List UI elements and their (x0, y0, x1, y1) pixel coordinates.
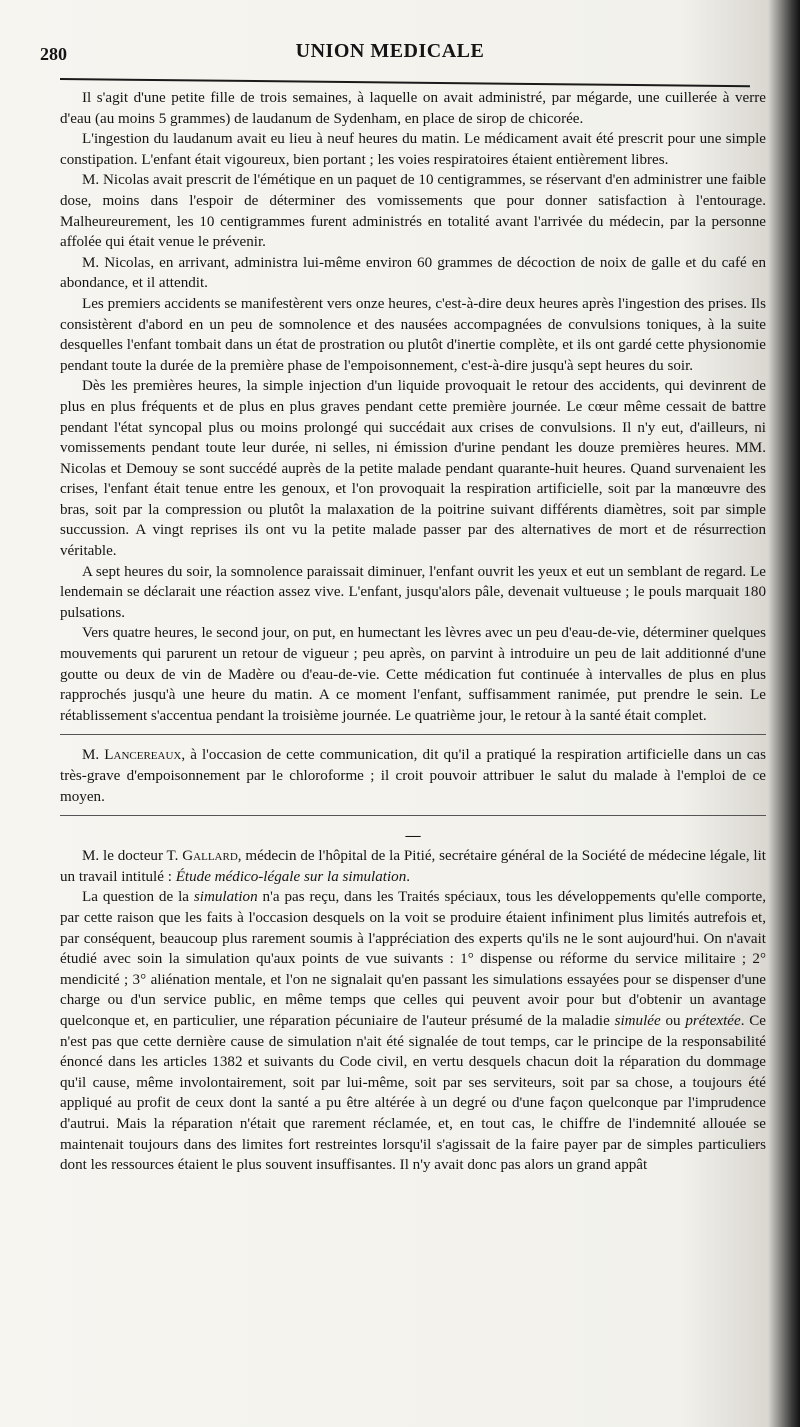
text-run: n'a pas reçu, dans les Traités spéciaux, tous les développements qu'elle comporte, par cette raison que les faits à l'occasion desquels on la voit se produire étaient infiniment plus limités autrefois et, par conséquent, beaucoup plus rarement soumis à l'appréciation des experts qu'ils ne le sont aujourd'hui. On n'avait étudié avec soin la simulation qu'aux points de vue suivants : 1° dispense ou réforme du service militaire ; 2° mendicité ; 3° aliénation mentale, et l'on ne signalait qu'en passant les simulations essayées pour se dispenser d'une charge ou d'un service public, en même temps que celles qui peuvent avoir pour but d'obtenir un avantage quelconque et, en particulier, une réparation pécuniaire de l'auteur présumé de la maladie (60, 889, 766, 1029)
paragraph: Dès les premières heures, la simple injection d'un liquide provoquait le retour des accidents, qui devinrent de plus en plus fréquents et de plus en plus graves pendant cette première journée. Le cœur même cessait de battre pendant l'état syncopal plus ou moins prolongé qui succédait aux crises de convulsions. Il n'y eut, d'ailleurs, ni vomissements pendant toute leur durée, ni selles, ni émission d'urine pendant les douze premières heures. MM. Nicolas et Demouy se sont succédé auprès de la petite malade pendant quarante-huit heures. Quand survenaient les crises, l'enfant était tenue entre les genoux, et l'on provoquait la respiration artificielle, soit par la manœuvre des bras, soit par la compression ou plutôt la malaxation de la poitrine suivant différents diamètres, soit par simple succussion. A vingt reprises ils ont vu la petite malade passer par des alternatives de mort et de résurrection véritable. (60, 378, 766, 560)
text-run: . Ce n'est pas que cette dernière cause de simulation n'ait été signalée de tout temps, car le principe de la responsabilité énoncé dans les articles 1382 et suivants du Code civil, en vertu desquels chacun doit la réparation du dommage qu'il cause, même involontairement, soit par lui-même, soit par ses serviteurs, soit par sa chose, a toujours été appliqué au profit de ceux dont la santé a pu être altérée à un degré ou d'une façon quelconque par l'imprudence d'autrui. Mais la réparation n'était que rarement réclamée, et, en tout cas, le chiffre de l'indemnité allouée se maintenait toujours dans des limites fort restreintes lorsqu'il s'agissait de la faire payer par de simples particuliers dont les ressources étaient le plus souvent insuffisantes. Il n'y avait donc pas alors un grand appât (60, 1012, 767, 1174)
paragraph-text: , médecin de l'hôpital de la Pitié, secrétaire général de la Société de médecine légale, lit un travail intitulé : (60, 848, 766, 885)
speaker-prefix: M. le docteur T. (82, 848, 183, 865)
header-rule (60, 78, 750, 87)
speaker-name: Lancereaux (104, 747, 182, 764)
paragraph: Il s'agit d'une petite fille de trois semaines, à laquelle on avait administré, par mégarde, une cuillerée à verre d'eau (au moins 5 grammes) de laudanum de Sydenham, en place de sirop de chicorée. (60, 90, 766, 127)
italic-term: prétextée (685, 1012, 741, 1029)
paragraph: A sept heures du soir, la somnolence paraissait diminuer, l'enfant ouvrit les yeux et eut un semblant de regard. Le lendemain se déclarait une réaction assez vive. L'enfant, jusqu'alors pâle, devenait vultueuse ; le pouls marquait 180 pulsations. (60, 563, 766, 621)
text-run: ou (660, 1012, 686, 1029)
work-title: Étude médico-légale sur la simulation (175, 868, 407, 885)
dash-separator: — (405, 828, 421, 845)
paragraph: M. Nicolas, en arrivant, administra lui-même environ 60 grammes de décoction de noix de galle et du café en abondance, et il attendit. (60, 254, 766, 292)
speaker-prefix: M. (82, 747, 105, 764)
page-number: 280 (40, 44, 67, 64)
paragraph-end: . (406, 868, 411, 885)
speaker-name: Gallard (182, 848, 238, 865)
paragraph: L'ingestion du laudanum avait eu lieu à neuf heures du matin. Le médicament avait été prescrit pour une simple constipation. L'enfant était vigoureux, bien portant ; les voies respiratoires étaient entièrement libres. (60, 131, 766, 168)
italic-term: simulation (193, 889, 258, 906)
page-header (40, 36, 740, 76)
text-run: La question de la (82, 889, 194, 906)
article-body (60, 88, 766, 1176)
italic-term: simulée (614, 1012, 661, 1029)
gallard-paragraph (60, 846, 766, 887)
running-title: UNION MEDICALE (295, 40, 485, 62)
simulation-paragraph (60, 887, 766, 1175)
paragraph-text: , à l'occasion de cette communication, dit qu'il a pratiqué la respiration artificielle dans un cas très-grave d'empoisonnement par le chloroforme ; il croit pouvoir attribuer le salut du malade à l'emploi de ce moyen. (60, 747, 766, 805)
paragraph: Les premiers accidents se manifestèrent vers onze heures, c'est-à-dire deux heures après l'ingestion des prises. Ils consistèrent d'abord en un peu de somnolence et des nausées accompagnées de convulsions toniques, à la suite desquelles l'enfant tombait dans un état de prostration ou plutôt d'inertie complète, et ils ont gardé cette physionomie pendant toute la durée de la première phase de l'empoisonnement, c'est-à-dire jusqu'à sept heures du soir. (60, 295, 766, 374)
section-rule (60, 815, 766, 816)
section-rule (60, 734, 766, 735)
lancereaux-paragraph (60, 745, 766, 807)
paragraph: Vers quatre heures, le second jour, on put, en humectant les lèvres avec un peu d'eau-de-vie, déterminer quelques mouvements qui parurent un retour de vigueur ; peu après, on parvint à introduire un peu de lait additionné d'une goutte ou deux de vin de Madère ou d'eau-de-vie. Cette médication fut continuée à intervalles de plus en plus rapprochés jusqu'à une heure du matin. A ce moment l'enfant, suffisamment ranimée, put prendre le sein. Le rétablissement s'accentua pendant la troisième journée. Le quatrième jour, le retour à la santé était complet. (60, 625, 766, 724)
paragraph: M. Nicolas avait prescrit de l'émétique en un paquet de 10 centigrammes, se réservant d'en administrer une faible dose, moins dans l'espoir de déterminer des vomissements que pour donner satisfaction à l'entourage. Malheureurement, les 10 centigrammes furent administrés en totalité avant l'arrivée du médecin, par la personne affolée qui était venue le prévenir. (60, 172, 766, 251)
